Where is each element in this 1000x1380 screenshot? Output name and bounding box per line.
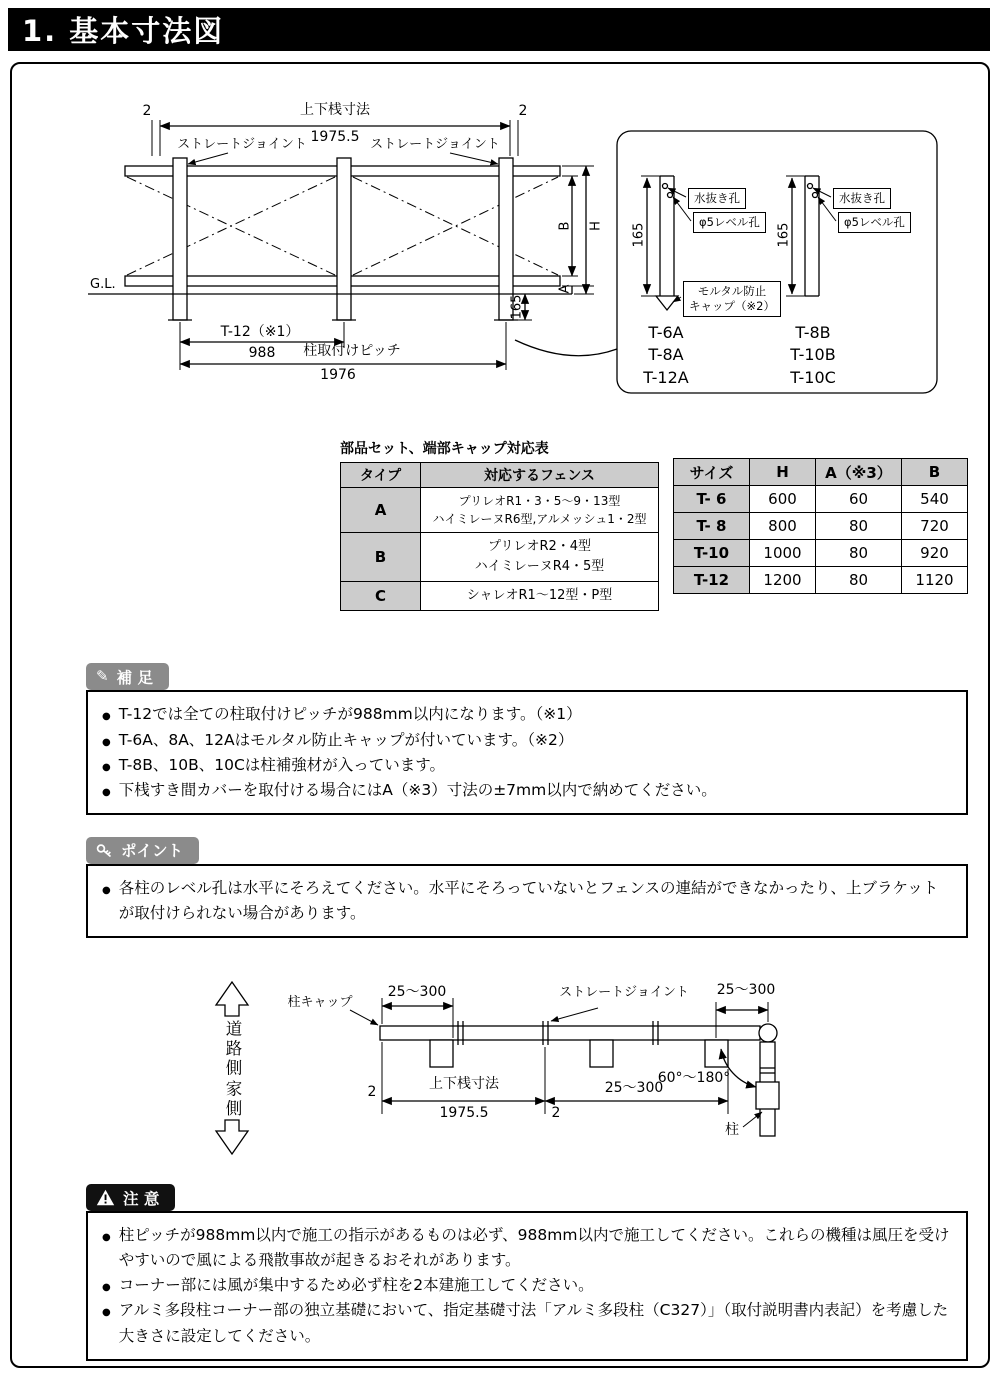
model-t10b: T-10B — [790, 345, 836, 364]
rail-dim-value: 1975.5 — [310, 129, 360, 145]
fence-plan-drawing — [20, 964, 980, 1176]
model-t8b: T-8B — [795, 323, 831, 342]
note-item — [102, 753, 950, 778]
note-item — [102, 1298, 950, 1348]
angle-range-label: 60°〜180° — [657, 1070, 731, 1087]
rail-dim-value-plan: 1975.5 — [439, 1105, 489, 1122]
chui-badge-label: 注 意 — [123, 1189, 160, 1208]
size-value-cell: 920 — [902, 540, 968, 567]
plan-view-diagram — [20, 964, 980, 1176]
main-content-box — [10, 62, 990, 1368]
type-cell-b: B — [341, 533, 421, 582]
pencil-icon: ✎ — [96, 667, 109, 686]
note-item-text: ● アルミ多段柱コーナー部の独立基礎において、指定基礎寸法「アルミ多段柱（C327）」（取付説明書内表記）を考慮した大きさに設定してください。 — [118, 1301, 949, 1345]
type-cell-a: A — [341, 488, 421, 533]
end-gap-right-plan: 2 — [551, 1105, 561, 1122]
parts-table-section — [340, 438, 659, 611]
chui-badge — [86, 1184, 175, 1211]
parts-table — [340, 462, 659, 611]
hosoku-section — [86, 663, 976, 814]
table-row — [674, 540, 968, 567]
size-value-cell: 60 — [816, 486, 902, 513]
note-item — [102, 702, 950, 727]
size-header-row — [674, 459, 968, 486]
key-icon — [96, 843, 113, 858]
pitch-1976-value: 1976 — [320, 367, 356, 383]
dim-h-label: H — [588, 221, 604, 231]
size-table — [673, 458, 968, 594]
hosoku-box — [86, 690, 968, 814]
end-gap-dim-right: 2 — [518, 103, 528, 119]
table-row — [341, 582, 659, 611]
house-side-arrow — [216, 1120, 248, 1154]
post-cap-label: 柱キャップ — [287, 995, 353, 1011]
embed-dim-left-detail: 165 — [631, 222, 647, 248]
table-row — [341, 533, 659, 582]
chui-section — [86, 1184, 976, 1361]
post-label: 柱 — [725, 1122, 739, 1139]
hosoku-badge-label: 補 足 — [116, 668, 153, 687]
size-col-size: サイズ — [674, 459, 750, 486]
table-row — [674, 513, 968, 540]
model-t10c: T-10C — [790, 368, 836, 387]
mortar-cap-line1: モルタル防止 — [697, 284, 767, 298]
end-gap-dim-left: 2 — [142, 103, 152, 119]
embed-dim-right-detail: 165 — [776, 222, 792, 248]
tables-row — [340, 438, 988, 611]
fence-line: プリレオR1・3・5〜9・13型 — [458, 494, 621, 508]
level-hole-label-right: φ5レベル孔 — [838, 212, 911, 233]
page-title: 1. 基本寸法図 — [8, 8, 990, 51]
size-name-cell: T-12 — [674, 567, 750, 594]
parts-header-row — [341, 463, 659, 488]
mortar-cap-label — [683, 281, 781, 317]
hosoku-badge — [86, 663, 169, 690]
size-value-cell: 1120 — [902, 567, 968, 594]
house-side-label: 家側 — [223, 1080, 242, 1120]
fence-line: シャレオR1〜12型・P型 — [466, 588, 613, 604]
size-value-cell: 720 — [902, 513, 968, 540]
basic-dimension-diagram — [20, 96, 980, 426]
straight-joint-label-right: ストレートジョイント — [370, 137, 500, 152]
size-value-cell: 80 — [816, 540, 902, 567]
note-item-text: ● 各柱のレベル孔は水平にそろえてください。水平にそろっていないとフェンスの連結ができなかったり、上ブラケットが取付けられない場合があります。 — [118, 878, 939, 922]
road-side-arrow — [216, 982, 248, 1016]
note-item — [102, 778, 950, 803]
range-dim-top-left: 25〜300 — [387, 984, 447, 1001]
table-row — [674, 486, 968, 513]
fence-line: プリレオR2・4型 — [487, 539, 592, 554]
table-row — [674, 567, 968, 594]
size-value-cell: 600 — [750, 486, 816, 513]
note-item-text: ● 下桟すき間カバーを取付ける場合にはA（※3）寸法の±7mm以内で納めてください。 — [118, 780, 717, 799]
mortar-cap-line2: キャップ（※2） — [689, 298, 775, 313]
straight-joint-plan-label: ストレートジョイント — [559, 985, 689, 1001]
size-col-b: B — [902, 459, 968, 486]
model-t8a: T-8A — [648, 345, 684, 364]
range-dim-top-right: 25〜300 — [716, 982, 776, 999]
note-item — [102, 876, 950, 926]
note-item-text: ● T-12では全ての柱取付けピッチが988mm以内になります。（※1） — [118, 705, 582, 724]
warning-icon — [96, 1189, 115, 1206]
note-item-text: ● 柱ピッチが988mm以内で施工の指示があるものは必ず、988mm以内で施工してください。これらの機種は風圧を受けやすいので風による飛散事故が起きるおそれがあります。 — [118, 1226, 950, 1270]
pitch-988-value: 988 — [248, 345, 276, 361]
dim-b-label: B — [557, 221, 573, 231]
range-dim-bottom: 25〜300 — [604, 1080, 664, 1097]
size-value-cell: 1200 — [750, 567, 816, 594]
dim-a-label: A — [557, 284, 573, 294]
point-section — [86, 837, 976, 938]
type-cell-c: C — [341, 582, 421, 611]
model-t12a: T-12A — [643, 368, 689, 387]
drain-hole-label-left: 水抜き孔 — [688, 188, 746, 209]
size-value-cell: 1000 — [750, 540, 816, 567]
fence-cell-a — [421, 488, 659, 533]
rail-dim-label: 上下桟寸法 — [300, 102, 370, 118]
level-hole-label-left: φ5レベル孔 — [693, 212, 766, 233]
drain-hole-label-right: 水抜き孔 — [833, 188, 891, 209]
size-col-a: A（※3） — [816, 459, 902, 486]
point-box — [86, 864, 968, 938]
end-gap-left-plan: 2 — [367, 1084, 377, 1101]
note-item — [102, 1273, 950, 1298]
note-item-text: ● T-8B、10B、10Cは柱補強材が入っています。 — [118, 755, 446, 774]
chui-box — [86, 1211, 968, 1361]
straight-joint-label-left: ストレートジョイント — [177, 137, 307, 152]
size-value-cell: 80 — [816, 513, 902, 540]
note-item-text: ● T-6A、8A、12Aはモルタル防止キャップが付いています。（※2） — [118, 730, 574, 749]
size-name-cell: T- 8 — [674, 513, 750, 540]
parts-table-title: 部品セット、端部キャップ対応表 — [340, 441, 549, 457]
road-side-label: 道路側 — [223, 1020, 242, 1079]
fence-line: ハイミレーヌR4・5型 — [474, 559, 605, 575]
size-col-h: H — [750, 459, 816, 486]
parts-col-type: タイプ — [341, 463, 421, 488]
rail-dim-label-plan: 上下桟寸法 — [429, 1076, 499, 1093]
table-row — [341, 488, 659, 533]
ground-level-label: G.L. — [90, 277, 116, 292]
size-value-cell: 80 — [816, 567, 902, 594]
fence-line: ハイミレーヌR6型,アルメッシュ1・2型 — [432, 512, 647, 526]
point-badge-label: ポイント — [121, 842, 184, 861]
fence-cell-c — [421, 582, 659, 611]
post-pitch-label: 柱取付けピッチ — [303, 343, 401, 359]
size-name-cell: T- 6 — [674, 486, 750, 513]
size-value-cell: 800 — [750, 513, 816, 540]
embed-depth-dim: 165 — [509, 294, 525, 320]
note-item-text: ● コーナー部には風が集中するため必ず柱を2本建施工してください。 — [118, 1276, 594, 1295]
fence-cell-b — [421, 533, 659, 582]
model-t6a: T-6A — [648, 323, 684, 342]
size-name-cell: T-10 — [674, 540, 750, 567]
note-item — [102, 728, 950, 753]
point-badge — [86, 837, 199, 864]
size-value-cell: 540 — [902, 486, 968, 513]
t12-pitch-note: T-12（※1） — [220, 324, 300, 340]
note-item — [102, 1223, 950, 1273]
parts-col-fence: 対応するフェンス — [421, 463, 659, 488]
